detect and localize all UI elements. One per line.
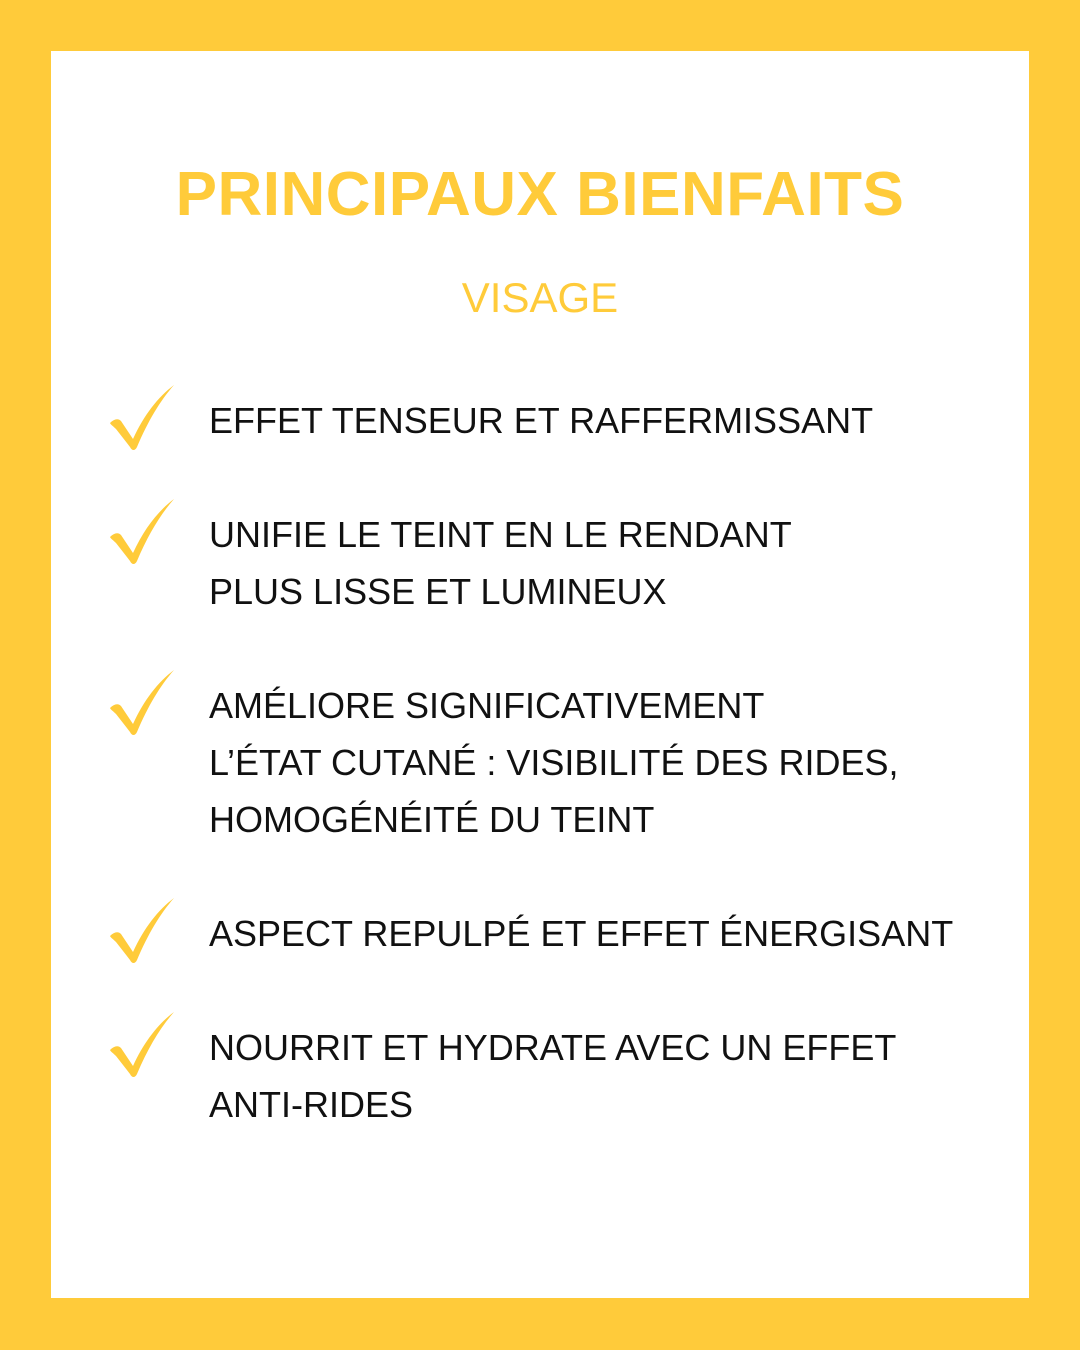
benefit-text [209, 392, 873, 449]
benefit-text-line: NOURRIT ET HYDRATE AVEC UN EFFET [209, 1027, 897, 1068]
benefit-text [209, 1019, 896, 1133]
page-title: PRINCIPAUX BIENFAITS [175, 160, 905, 229]
benefit-text [209, 905, 953, 962]
benefit-text-line: AMÉLIORE SIGNIFICATIVEMENT [209, 685, 765, 726]
page-subtitle: VISAGE [461, 274, 619, 321]
benefit-text-line: ANTI-RIDES [209, 1084, 414, 1125]
benefit-text-line: EFFET TENSEUR ET RAFFERMISSANT [209, 400, 874, 441]
checkmark-icon [108, 1012, 176, 1080]
benefit-text-line: ASPECT REPULPÉ ET EFFET ÉNERGISANT [209, 913, 954, 954]
checkmark-icon [108, 898, 176, 966]
benefit-text [209, 677, 899, 848]
benefit-text-line: HOMOGÉNÉITÉ DU TEINT [209, 799, 655, 840]
checkmark-icon [108, 499, 176, 567]
checkmark-icon [108, 670, 176, 738]
benefit-text [209, 506, 792, 620]
benefit-text-line: UNIFIE LE TEINT EN LE RENDANT [209, 514, 792, 555]
benefit-text-line: PLUS LISSE ET LUMINEUX [209, 571, 667, 612]
checkmark-icon [108, 385, 176, 453]
benefit-text-line: L’ÉTAT CUTANÉ : VISIBILITÉ DES RIDES, [209, 742, 899, 783]
